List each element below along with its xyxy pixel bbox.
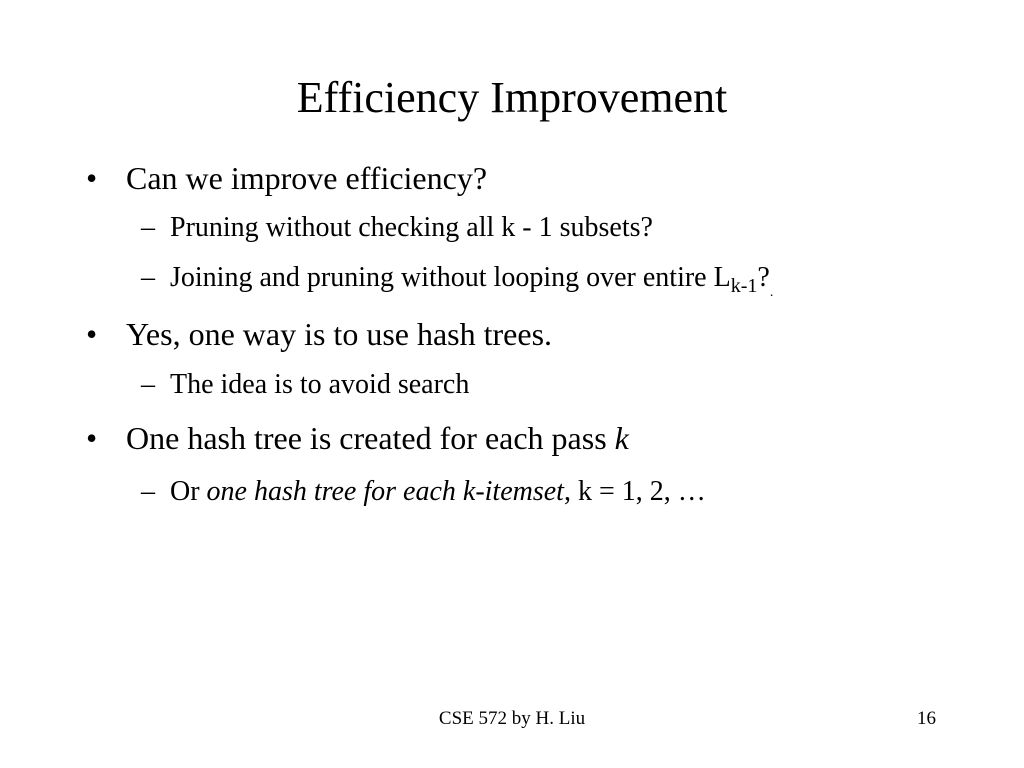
bullet-1-sub-2-main: Joining and pruning without looping over entire L bbox=[170, 262, 731, 293]
sub-dash: – bbox=[141, 262, 155, 293]
bullet-1-sub-2-text bbox=[170, 261, 774, 300]
bullet-1-sub-1-text: Pruning without checking all k - 1 subsets? bbox=[170, 212, 653, 243]
sub-dash: – bbox=[141, 212, 155, 243]
bullet-3-sub-1-italic: one hash tree for each k-itemset bbox=[206, 476, 564, 507]
bullet-3-sub-1-text bbox=[170, 475, 706, 509]
bullet-dot: • bbox=[86, 160, 98, 196]
bullet-1-sub-2-tail: ? bbox=[757, 262, 770, 293]
sub-dash: – bbox=[141, 476, 155, 507]
bullet-dot: • bbox=[86, 420, 98, 456]
bullet-3-sub-1-main: Or bbox=[170, 476, 207, 507]
bullet-2-sub-1-text: The idea is to avoid search bbox=[170, 369, 470, 400]
page-number: 16 bbox=[917, 708, 936, 729]
bullet-3-main: One hash tree is created for each pass bbox=[126, 420, 615, 456]
slide-title: Efficiency Improvement bbox=[296, 73, 728, 122]
bullet-1-sub-2-subscript: k-1 bbox=[730, 275, 758, 297]
bullet-3-text bbox=[126, 418, 629, 458]
bullet-2-text: Yes, one way is to use hash trees. bbox=[126, 316, 553, 352]
bullet-3-italic: k bbox=[614, 420, 629, 456]
bullet-1-sub-2-tiny-period: . bbox=[769, 285, 774, 300]
bullet-3-sub-1-tail: , k = 1, 2, … bbox=[563, 476, 706, 507]
sub-dash: – bbox=[141, 369, 155, 400]
bullet-1-text: Can we improve efficiency? bbox=[126, 160, 488, 196]
bullet-dot: • bbox=[86, 316, 98, 352]
footer-author: CSE 572 by H. Liu bbox=[438, 708, 586, 729]
